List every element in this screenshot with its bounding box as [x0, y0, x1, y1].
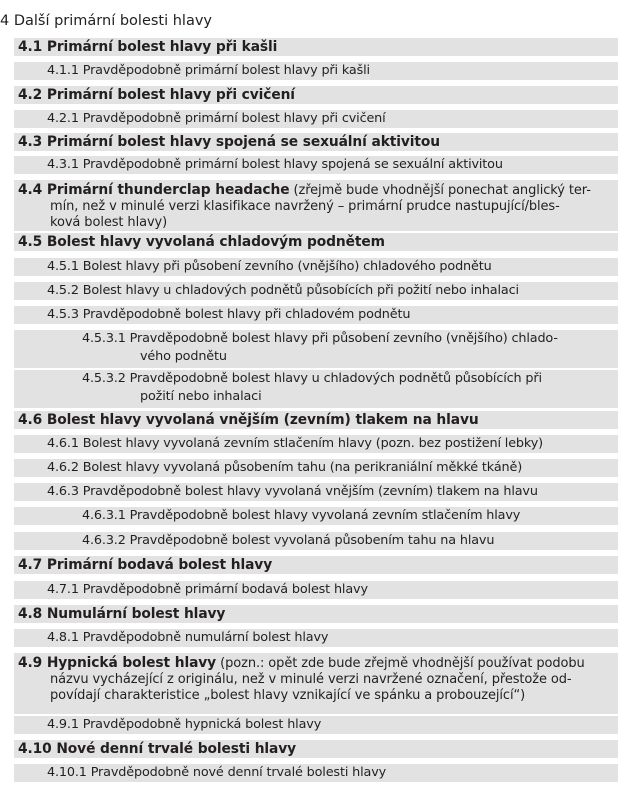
- subitem-row: [14, 764, 618, 783]
- subitem-row: [14, 716, 618, 735]
- heading-row: [14, 233, 618, 252]
- subitem-row: [14, 306, 618, 325]
- row-text: 4.1.1 Pravděpodobně primární bolest hlavy při kašli: [47, 63, 370, 78]
- subitem-row: [14, 110, 618, 129]
- subsubitem-row: [14, 330, 618, 369]
- row-text: 4.5.3.1 Pravděpodobně bolest hlavy při působení zevního (vnějšího) chlado-: [82, 331, 558, 346]
- row-text: 4.4 Primární thunderclap headache: [18, 182, 290, 198]
- subitem-row: [14, 483, 618, 502]
- subitem-row: [14, 258, 618, 277]
- row-text: 4.5.3.2 Pravděpodobně bolest hlavy u chladových podnětů působících při: [82, 371, 542, 386]
- row-text: 4.7.1 Pravděpodobně primární bodavá bolest hlavy: [47, 582, 368, 597]
- section-title: 4 Další primární bolesti hlavy: [0, 13, 213, 29]
- row-text: 4.2.1 Pravděpodobně primární bolest hlavy při cvičení: [47, 111, 386, 126]
- row-continuation: názvu vycházející z originálu, než v minulé verzi navržené označení, přestože od-: [50, 672, 572, 687]
- row-text: 4.1 Primární bolest hlavy při kašli: [18, 39, 278, 55]
- subitem-row: [14, 459, 618, 478]
- heading-row: [14, 556, 618, 575]
- heading-row: [14, 38, 618, 57]
- heading-row: [14, 180, 618, 232]
- subitem-row: [14, 156, 618, 175]
- row-continuation: požití nebo inhalaci: [140, 389, 262, 404]
- row-text: 4.9 Hypnická bolest hlavy: [18, 655, 217, 671]
- row-text: 4.6.3 Pravděpodobně bolest hlavy vyvolaná vnějším (zevním) tlakem na hlavu: [47, 484, 538, 499]
- row-text: 4.3.1 Pravděpodobně primární bolest hlavy spojená se sexuální aktivitou: [47, 157, 503, 172]
- subsubitem-row: [14, 507, 618, 526]
- row-text: 4.8 Numulární bolest hlavy: [18, 606, 226, 622]
- row-text: 4.5.3 Pravděpodobně bolest hlavy při chladovém podnětu: [47, 307, 411, 322]
- subitem-row: [14, 282, 618, 301]
- row-text: 4.6.3.2 Pravděpodobně bolest vyvolaná působením tahu na hlavu: [82, 533, 495, 548]
- heading-row: [14, 653, 618, 715]
- row-text: 4.8.1 Pravděpodobně numulární bolest hlavy: [47, 630, 329, 645]
- row-text: 4.6 Bolest hlavy vyvolaná vnějším (zevním) tlakem na hlavu: [18, 412, 479, 428]
- row-text: 4.5.2 Bolest hlavy u chladových podnětů působících při požití nebo inhalaci: [47, 283, 519, 298]
- row-continuation: povídají charakteristice „bolest hlavy vznikající ve spánku a probouzející“): [50, 688, 526, 703]
- subitem-row: [14, 435, 618, 454]
- subsubitem-row: [14, 370, 618, 409]
- row-text: 4.5.1 Bolest hlavy při působení zevního (vnějšího) chladového podnětu: [47, 259, 492, 274]
- row-text: 4.3 Primární bolest hlavy spojená se sexuální aktivitou: [18, 134, 441, 150]
- heading-row: [14, 86, 618, 105]
- row-note: (zřejmě bude vhodnější ponechat anglický ter-: [289, 183, 591, 198]
- row-text: 4.10.1 Pravděpodobně nové denní trvalé bolesti hlavy: [47, 765, 387, 780]
- heading-row: [14, 411, 618, 430]
- row-text: 4.6.3.1 Pravděpodobně bolest hlavy vyvolaná zevním stlačením hlavy: [82, 508, 521, 523]
- row-text: 4.6.1 Bolest hlavy vyvolaná zevním stlačením hlavy (pozn. bez postižení lebky): [47, 436, 543, 451]
- row-continuation: mín, než v minulé verzi klasifikace navržený – primární prudce nastupující/bles-: [50, 199, 560, 214]
- row-text: 4.6.2 Bolest hlavy vyvolaná působením tahu (na perikraniální měkké tkáně): [47, 460, 523, 475]
- subitem-row: [14, 629, 618, 648]
- row-text: 4.2 Primární bolest hlavy při cvičení: [18, 87, 295, 103]
- row-text: 4.5 Bolest hlavy vyvolaná chladovým podnětem: [18, 234, 385, 250]
- heading-row: [14, 605, 618, 624]
- row-note: (pozn.: opět zde bude zřejmě vhodnější používat podobu: [216, 656, 585, 671]
- subitem-row: [14, 581, 618, 600]
- row-text: 4.9.1 Pravděpodobně hypnická bolest hlavy: [47, 717, 322, 732]
- subitem-row: [14, 62, 618, 81]
- heading-row: [14, 740, 618, 759]
- heading-row: [14, 133, 618, 152]
- row-continuation: ková bolest hlavy): [50, 215, 168, 230]
- row-continuation: vého podnětu: [140, 349, 227, 364]
- subsubitem-row: [14, 532, 618, 551]
- row-text: 4.7 Primární bodavá bolest hlavy: [18, 557, 273, 573]
- row-text: 4.10 Nové denní trvalé bolesti hlavy: [18, 741, 297, 757]
